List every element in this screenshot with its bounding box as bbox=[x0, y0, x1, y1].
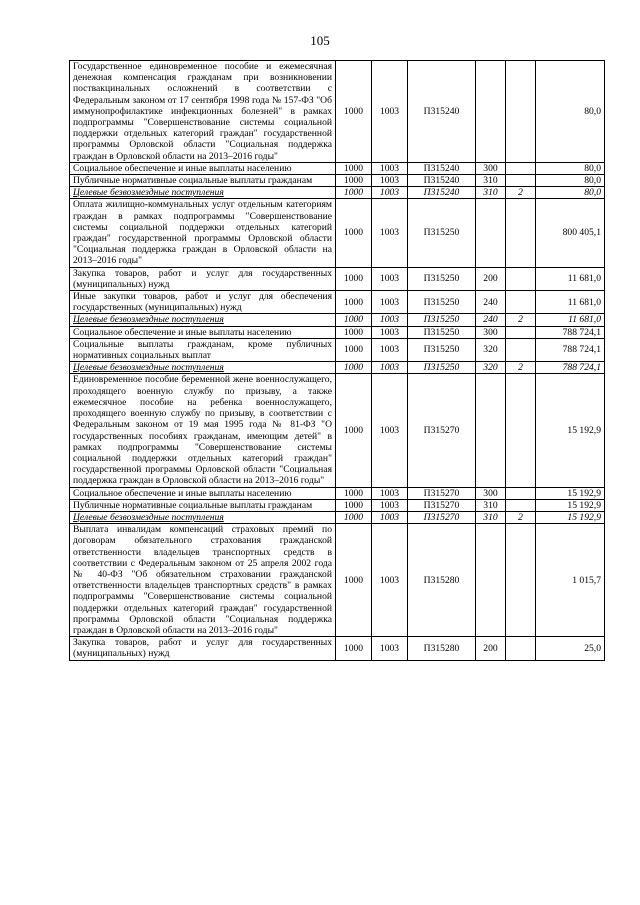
expense-type-code: 240 bbox=[476, 291, 506, 314]
subsection-code: 1003 bbox=[372, 162, 408, 174]
target-item-code: П315270 bbox=[408, 511, 476, 523]
table-row bbox=[70, 187, 605, 199]
source-code bbox=[506, 338, 536, 361]
expense-type-code bbox=[476, 524, 506, 637]
table-row bbox=[70, 175, 605, 187]
subsection-code: 1003 bbox=[372, 362, 408, 374]
source-code bbox=[506, 291, 536, 314]
expense-type-code: 320 bbox=[476, 362, 506, 374]
source-code bbox=[506, 499, 536, 511]
section-code: 1000 bbox=[336, 362, 372, 374]
table-row bbox=[70, 374, 605, 487]
target-item-code: П315250 bbox=[408, 291, 476, 314]
table-row bbox=[70, 499, 605, 511]
expense-type-code: 300 bbox=[476, 326, 506, 338]
source-code: 2 bbox=[506, 362, 536, 374]
section-code: 1000 bbox=[336, 61, 372, 163]
subsection-code: 1003 bbox=[372, 187, 408, 199]
amount: 15 192,9 bbox=[536, 511, 605, 523]
amount: 15 192,9 bbox=[536, 487, 605, 499]
source-code bbox=[506, 487, 536, 499]
expense-type-code: 310 bbox=[476, 499, 506, 511]
target-item-code: П315250 bbox=[408, 314, 476, 326]
source-code bbox=[506, 524, 536, 637]
row-description: Социальные выплаты гражданам, кроме публичных нормативных социальных выплат bbox=[70, 338, 336, 361]
subsection-code: 1003 bbox=[372, 487, 408, 499]
subsection-code: 1003 bbox=[372, 374, 408, 487]
row-description: Социальное обеспечение и иные выплаты населению bbox=[70, 326, 336, 338]
row-description: Целевые безвозмездные поступления bbox=[70, 314, 336, 326]
subsection-code: 1003 bbox=[372, 511, 408, 523]
source-code bbox=[506, 175, 536, 187]
subsection-code: 1003 bbox=[372, 338, 408, 361]
table-row bbox=[70, 162, 605, 174]
section-code: 1000 bbox=[336, 175, 372, 187]
expense-type-code bbox=[476, 199, 506, 267]
expense-type-code: 310 bbox=[476, 511, 506, 523]
subsection-code: 1003 bbox=[372, 499, 408, 511]
target-item-code: П315250 bbox=[408, 267, 476, 290]
amount: 80,0 bbox=[536, 187, 605, 199]
amount: 788 724,1 bbox=[536, 338, 605, 361]
section-code: 1000 bbox=[336, 374, 372, 487]
row-description: Иные закупки товаров, работ и услуг для обеспечения государственных (муниципальных) нужд bbox=[70, 291, 336, 314]
table-row bbox=[70, 267, 605, 290]
target-item-code: П315280 bbox=[408, 637, 476, 660]
subsection-code: 1003 bbox=[372, 524, 408, 637]
source-code bbox=[506, 199, 536, 267]
row-description: Единовременное пособие беременной жене военнослужащего, проходящего военную службу по призыву, а также ежемесячное пособие на ребенка военнослужащего, проходящего военную службу по призыву, в соответствии с Федеральным законом от 19 мая 1995 года № 81-ФЗ "О государственных пособиях гражданам, имеющим детей" в рамках подпрограммы "Совершенствование системы социальной поддержки отдельных категорий граждан" государственной программы Орловской области "Социальная поддержка граждан в Орловской области на 2013–2016 годы" bbox=[70, 374, 336, 487]
section-code: 1000 bbox=[336, 487, 372, 499]
amount: 788 724,1 bbox=[536, 362, 605, 374]
amount: 11 681,0 bbox=[536, 267, 605, 290]
target-item-code: П315240 bbox=[408, 162, 476, 174]
row-description: Выплата инвалидам компенсаций страховых премий по договорам обязательного страхования гражданской ответственности владельцев транспортных средств в соответствии с Федеральным законом от 25 апреля 2002 года № 40-ФЗ "Об обязательном страховании гражданской ответственности владельцев транспортных средств" в рамках подпрограммы "Совершенствование системы социальной поддержки отдельных категорий граждан" государственной программы Орловской области "Социальная поддержка граждан в Орловской области на 2013–2016 годы" bbox=[70, 524, 336, 637]
table-row bbox=[70, 487, 605, 499]
amount: 15 192,9 bbox=[536, 374, 605, 487]
table-row bbox=[70, 511, 605, 523]
target-item-code: П315250 bbox=[408, 362, 476, 374]
expense-type-code: 200 bbox=[476, 267, 506, 290]
subsection-code: 1003 bbox=[372, 175, 408, 187]
budget-table bbox=[69, 60, 605, 661]
target-item-code: П315240 bbox=[408, 187, 476, 199]
section-code: 1000 bbox=[336, 187, 372, 199]
source-code: 2 bbox=[506, 511, 536, 523]
source-code bbox=[506, 326, 536, 338]
source-code bbox=[506, 162, 536, 174]
row-description: Целевые безвозмездные поступления bbox=[70, 362, 336, 374]
target-item-code: П315270 bbox=[408, 374, 476, 487]
row-description: Публичные нормативные социальные выплаты гражданам bbox=[70, 499, 336, 511]
section-code: 1000 bbox=[336, 267, 372, 290]
amount: 788 724,1 bbox=[536, 326, 605, 338]
table-row bbox=[70, 338, 605, 361]
table-row bbox=[70, 291, 605, 314]
amount: 25,0 bbox=[536, 637, 605, 660]
row-description: Социальное обеспечение и иные выплаты населению bbox=[70, 487, 336, 499]
subsection-code: 1003 bbox=[372, 326, 408, 338]
source-code bbox=[506, 374, 536, 487]
expense-type-code bbox=[476, 374, 506, 487]
table-row bbox=[70, 524, 605, 637]
target-item-code: П315250 bbox=[408, 338, 476, 361]
expense-type-code: 240 bbox=[476, 314, 506, 326]
source-code bbox=[506, 637, 536, 660]
amount: 11 681,0 bbox=[536, 314, 605, 326]
expense-type-code: 310 bbox=[476, 187, 506, 199]
section-code: 1000 bbox=[336, 524, 372, 637]
table-row bbox=[70, 61, 605, 163]
row-description: Целевые безвозмездные поступления bbox=[70, 187, 336, 199]
row-description: Закупка товаров, работ и услуг для государственных (муниципальных) нужд bbox=[70, 267, 336, 290]
amount: 1 015,7 bbox=[536, 524, 605, 637]
target-item-code: П315240 bbox=[408, 175, 476, 187]
expense-type-code: 200 bbox=[476, 637, 506, 660]
table-row bbox=[70, 362, 605, 374]
table-row bbox=[70, 326, 605, 338]
subsection-code: 1003 bbox=[372, 637, 408, 660]
expense-type-code: 300 bbox=[476, 487, 506, 499]
amount: 80,0 bbox=[536, 175, 605, 187]
section-code: 1000 bbox=[336, 326, 372, 338]
row-description: Социальное обеспечение и иные выплаты населению bbox=[70, 162, 336, 174]
target-item-code: П315280 bbox=[408, 524, 476, 637]
row-description: Закупка товаров, работ и услуг для государственных (муниципальных) нужд bbox=[70, 637, 336, 660]
amount: 80,0 bbox=[536, 61, 605, 163]
section-code: 1000 bbox=[336, 314, 372, 326]
subsection-code: 1003 bbox=[372, 267, 408, 290]
table-row bbox=[70, 637, 605, 660]
table-row bbox=[70, 314, 605, 326]
section-code: 1000 bbox=[336, 199, 372, 267]
subsection-code: 1003 bbox=[372, 61, 408, 163]
expense-type-code: 300 bbox=[476, 162, 506, 174]
source-code: 2 bbox=[506, 187, 536, 199]
target-item-code: П315240 bbox=[408, 61, 476, 163]
row-description: Государственное единовременное пособие и ежемесячная денежная компенсация гражданам при возникновении поствакцинальных осложнений в соответствии с Федеральным законом от 17 сентября 1998 года № 157-ФЗ "Об иммунопрофилактике инфекционных болезней" в рамках подпрограммы "Совершенствование системы социальной поддержки отдельных категорий граждан" государственной программы Орловской области "Социальная поддержка граждан в Орловской области на 2013–2016 годы" bbox=[70, 61, 336, 163]
subsection-code: 1003 bbox=[372, 199, 408, 267]
target-item-code: П315270 bbox=[408, 499, 476, 511]
row-description: Оплата жилищно-коммунальных услуг отдельным категориям граждан в рамках подпрограммы "Совершенствование системы социальной поддержки отдельных категорий граждан" государственной программы Орловской области "Социальная поддержка граждан в Орловской области на 2013–2016 годы" bbox=[70, 199, 336, 267]
target-item-code: П315270 bbox=[408, 487, 476, 499]
page-number: 105 bbox=[310, 33, 330, 48]
section-code: 1000 bbox=[336, 291, 372, 314]
amount: 11 681,0 bbox=[536, 291, 605, 314]
source-code: 2 bbox=[506, 314, 536, 326]
section-code: 1000 bbox=[336, 338, 372, 361]
amount: 80,0 bbox=[536, 162, 605, 174]
source-code bbox=[506, 61, 536, 163]
expense-type-code bbox=[476, 61, 506, 163]
row-description: Публичные нормативные социальные выплаты гражданам bbox=[70, 175, 336, 187]
subsection-code: 1003 bbox=[372, 291, 408, 314]
amount: 800 405,1 bbox=[536, 199, 605, 267]
section-code: 1000 bbox=[336, 162, 372, 174]
target-item-code: П315250 bbox=[408, 326, 476, 338]
section-code: 1000 bbox=[336, 499, 372, 511]
expense-type-code: 320 bbox=[476, 338, 506, 361]
section-code: 1000 bbox=[336, 511, 372, 523]
subsection-code: 1003 bbox=[372, 314, 408, 326]
source-code bbox=[506, 267, 536, 290]
row-description: Целевые безвозмездные поступления bbox=[70, 511, 336, 523]
section-code: 1000 bbox=[336, 637, 372, 660]
target-item-code: П315250 bbox=[408, 199, 476, 267]
expense-type-code: 310 bbox=[476, 175, 506, 187]
amount: 15 192,9 bbox=[536, 499, 605, 511]
table-row bbox=[70, 199, 605, 267]
